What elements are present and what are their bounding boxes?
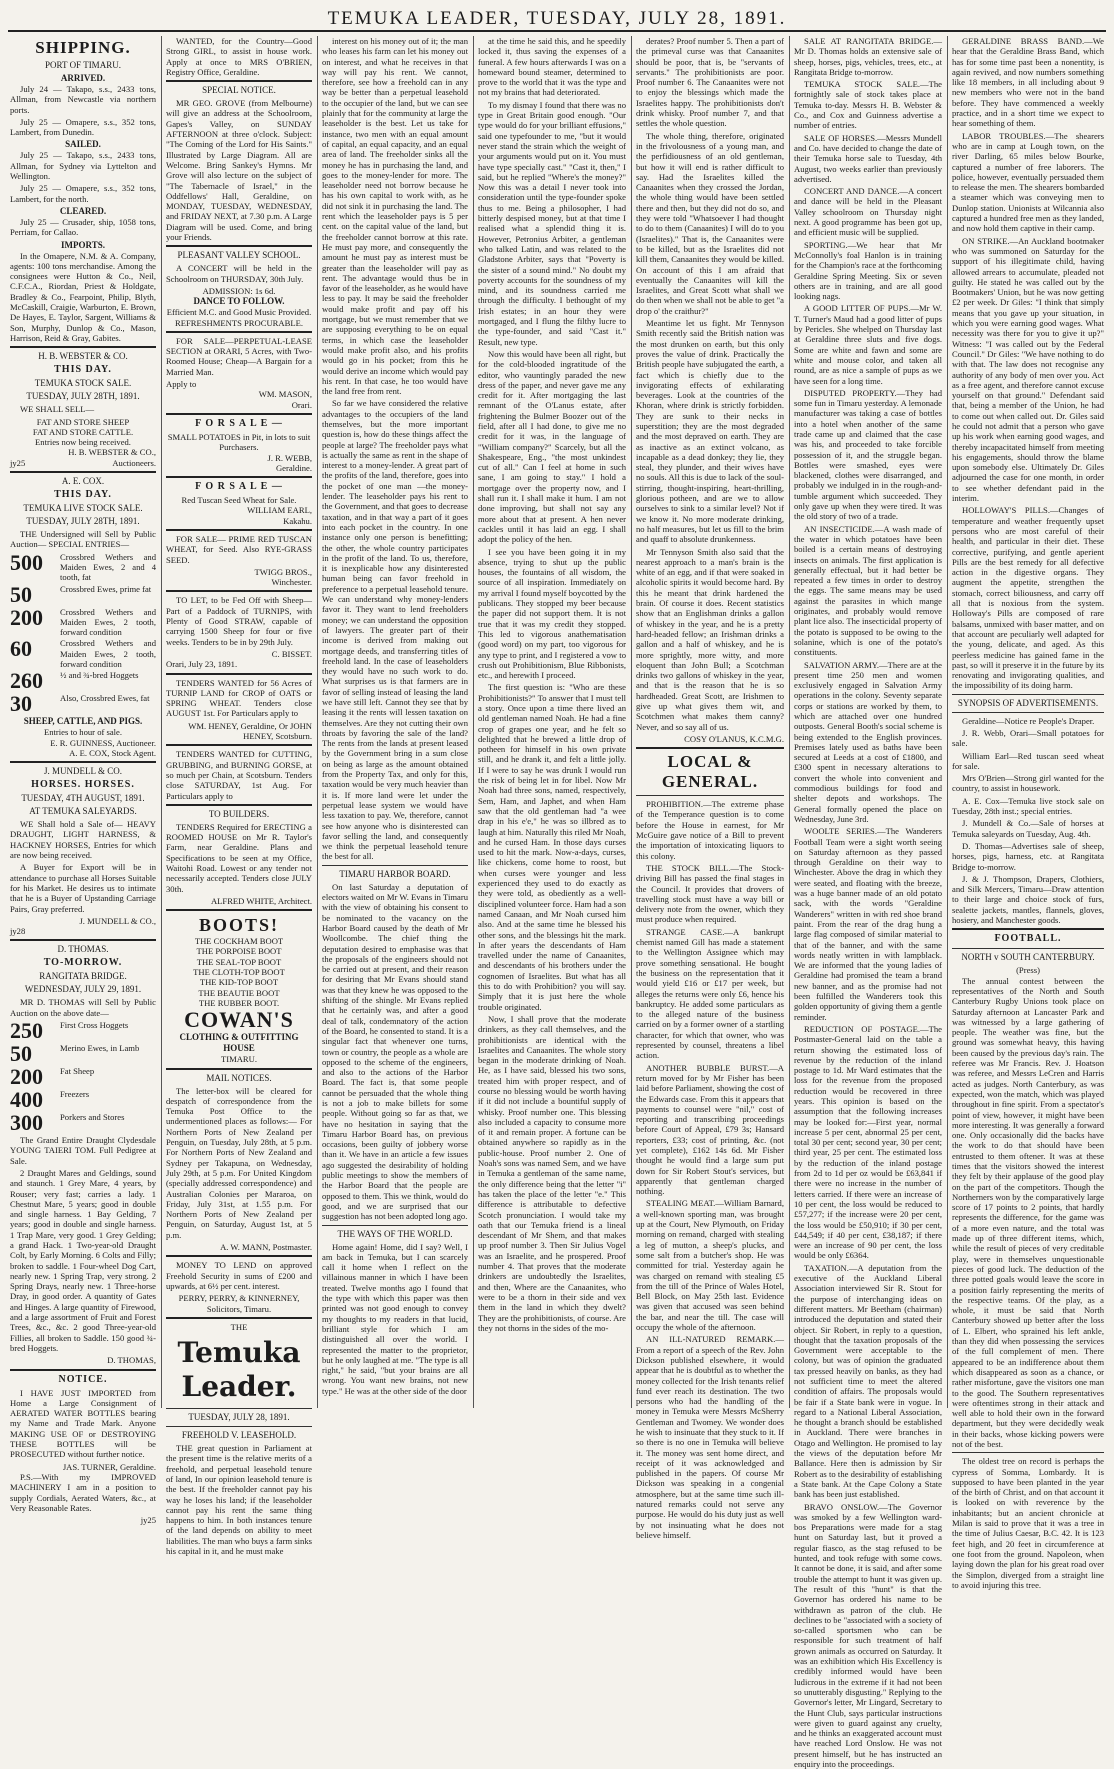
lot-item [10,693,156,715]
ad-signature: WILLIAM EARL, [247,505,312,516]
lot-number: 300 [10,1110,43,1136]
ad-date: Orari, July 23, 1891. [166,659,238,670]
news-item: DISPUTED PROPERTY.—They had some fun in Timaru yesterday. A lemonade manufacturer was taking a case of bottles into a hotel when another of the same trade came up and claimed that the case was his, and proceeded to take forcible possession of it, and the struggle began. Bottles were smashed, eyes were blackened, clothes were disarranged, and probably we indulged in in the rough-and-tumble argument which succeeded. They only gave up when they were tired. It was the old story of two of a trade. [794,387,942,522]
ad-heading: TO-MORROW. [43,957,123,969]
column-rule [789,36,790,1408]
ad-text: The Grand Entire Draught Clydesdale YOUNG TAIERI TOM. Full Pedigree at Sale. [10,1135,156,1166]
ad-code: jy25 [140,1515,156,1526]
masthead-rule [8,30,1106,32]
news-item: STEALING MEAT.—William Barnard, a well-known sporting man, was brought up at the Court, New Plymouth, on Friday morning on remand, charged with stealing a leg of mutton, a sheep's plucks, and some salt from a butcher's shop. He was committed for trial. Yesterday again he was charged on remand with stealing £5 from the till of the Prince of Wales Hotel, Bell Block, on May 25th last. Evidence was given that accused was seen behind the bar, and near the till. The case will occupy the whole of the afternoon. [636,1198,784,1333]
lot-item [10,1089,156,1111]
divider [166,744,312,746]
lot-number: 260 [10,668,43,694]
article-text: THE great question in Parliament at the present time is the relative merits of a freehold, and perpetual leasehold tenure of land, In our opinion leasehold tenure is the best. If the freeholder cannot pay his way he loses his land; if the leaseholder cannot pay his rent the same thing happens to him. In both instances tenure of the land depends on ability to meet liabilities. The man who buys a farm sinks his capital in it, and he must make [166,1443,312,1557]
news-item: REDUCTION OF POSTAGE.—The Postmaster-General laid on the table a return showing the estimated loss of revenue by the reduction of the inland postage to 1d. Mr Ward estimates that the loss for the revenue from the proposed reduction would be recovered in three years. This opinion is based on the assumption that the following increases may be looked for:—First year, normal increase 5 per cent, abnormal 25 per cent, total 30 per cent; second year, 30 per cent; third year, 25 per cent. The estimated loss by the reduction of the inland postage from 2d to 1d per oz would be £63,841 if there were no increase in the number of letters carried. If there were an increase of 10 per cent, the loss would be reduced to £57,277; if the increase were 20 per cent, the loss would be £50,910; if 30 per cent, £44,549; if 40 per cent, £38,187; if there were an increase of 90 per cent, the loss would be only £6364. [794,1023,942,1261]
article-text: Now this would have been all right, but for the cold-blooded ingratitude of the editor, who vauntingly paraded the new dress of the paper, and never gave me any credit for it. After mortgaging the last remnant of the O'Lanus estate, after frightening the Bulmer Boozer out of the field, after all I had done, to give me no credit for it was, in the language of "William company?" Scarcely, but all the Shakespeare, Eng., "the most unkindest cut of all." Can I feel at home in such sane, I am going to stay." I hold a mortgage over the property now, and I shall run it. I shall make it hum. I am not done improving, but shall not say any more about that at present. A hen never cackles until it has laid an egg. I shall adopt the policy of the hen. [478,348,626,545]
news-item: WOOLTE SERIES.—The Wanderers Football Team were a sight worth seeing on Saturday afternoon as they passed through Geraldine on their way to Winchester. Above the drag in which they were seated, and floating with the breeze, was a huge banner made of an old potato sack, with the words "Geraldine Wanderers" written in with red shoe brand paint. From the rear of the drag hung a large flag composed of similar material to that of the banner, and with the same words neatly written in with lampblack. We are informed that the young ladies of Geraldine had promised the team a brand new banner, and as the promise had not been fulfilled the Wanderers took this golden opportunity of giving them a gentle reminder. [794,826,942,1022]
news-item: SPORTING.—We hear that Mr McConnolly's foal Hanlon is in training for the Champion's race at the forthcoming Geraldine Spring Meeting. Six or seven others are in training, and are all good looking nags. [794,239,942,302]
divider [166,331,312,333]
ad-text: FOR SALE— PRIME RED TUSCAN WHEAT, for Seed. Also RYE-GRASS SEED. [166,533,312,565]
ad-place: Orari. [291,399,312,410]
synopsis-item: J. & J. Thompson, Drapers, Clothiers, and Silk Mercers, Timaru—Draw attention to their large and choice stock of furs, sealette jackets, mantles, flannels, gloves, hosiery, and Manchester goods. [952,873,1104,926]
ad-date: TUESDAY, 4TH AUGUST, 1891. [21,793,145,804]
ad-line: Red Tuscan Seed Wheat for Sale. [181,495,297,506]
divider [166,80,312,82]
ad-line: Entries to hour of sale. [43,727,123,738]
news-item: SALVATION ARMY.—There are at the present time 250 men and women exclusively engaged in Salvation Army operations in the colony. Seventy separate corps or stations are worked by them, to which are attached over one hundred outposts. General Booth's social scheme is being extended to the English provinces. Premises lately used as baths have been secured at Leeds at a cost of £1800, and £300 spent in necessary alterations to convert the whole into convenient and commodious buildings for food and shelter depots and workshops. The General formally opened the place on Wednesday, June 3rd. [794,659,942,824]
lot-item [10,604,156,638]
ad-line: ADMISSION: 1s 6d. [202,285,276,296]
lot-number: 250 [10,1018,43,1044]
article-text: at the time he said this, and he speedily locked it, thus saving the expenses of a funeral. A few hours afterwards I was on a homeward bound steamer, determined to prove to the world that it was the type and not my brains that had deteriorated. [478,36,626,98]
divider [10,471,156,473]
article-text: Meantime let us fight. Mr Tennyson Smith recently said the British nation was the most drunken on earth, but this only proves the value of drink. Practically the British people have subjugated the earth, a fact which is chiefly due to the invigorating effects of exhilarating beverages. Look at the countries of the Khoran, where drink is strictly forbidden. They are sunk to their necks in superstition; they are the most degraded and the most depraved on earth. They are as inactive as an extinct volcano, as incapable as a dead donkey; they lie, they steal, they plunder, and their wives have no souls. All this is due to lack of the soul-stirring, thought-inspiring, heart-thrilling, glorious potheen, and are we to allow ourselves to sink to a similar level? Not if we know it. No more moderate drinking, no half measures, but let us fill to the brim and quaff to absolute drunkenness. [636,318,784,545]
ad-text: TO LET, to be Fed Off with Sheep—Part of a Paddock of TURNIPS, with Plenty of Good STRAW, capable of carrying 1500 Sheep for four or five weeks. Tenders to be in by 29th July. [166,595,312,647]
ad-signature: J. R. WEBB, [267,452,312,463]
ad-code: jy25 [10,457,26,468]
cleared-label: CLEARED. [59,205,107,216]
news-item: SALE OF HORSES.—Messrs Mundell and Co. have decided to change the date of their Temuka horse sale to Tuesday, 4th August, two weeks earlier than previously advertised. [794,132,942,184]
synopsis-item: J. Mundell & Co.—Sale of horses at Temuka saleyards on Tuesday, Aug. 4th. [952,818,1104,839]
cowans-heading: COWAN'S [184,1007,294,1033]
boot-item: THE RUBBER BOOT. [198,997,280,1008]
synopsis-item: D. Thomas—Advertises sale of sheep, horses, pigs, harness, etc. at Rangitata Bridge to-morrow. [952,840,1104,872]
issue-date: TUESDAY, JULY 28, 1891. [188,1412,290,1423]
divider [952,928,1104,930]
column-6 [794,36,942,1769]
ad-heading: F O R S A L E — [195,417,283,429]
ad-date: TUESDAY, JULY 28TH, 1891. [26,516,140,527]
lot-description: Freezers [60,1089,90,1100]
ad-text: P.S.—With my IMPROVED MACHINERY I am in a position to supply Cordials, Aerated Waters, &c., at Very Reasonable Rates. [10,1471,156,1513]
boot-list [166,936,312,1008]
nameplate-prefix: THE [230,1321,248,1332]
divider [166,413,312,415]
divider [952,948,1104,949]
masthead-title: TEMUKA LEADER, TUESDAY, JULY 28, 1891. [327,8,787,29]
ad-text: MR D. THOMAS will Sell by Public Auction on the above date— [10,997,156,1018]
column-3 [322,36,468,1408]
divider [322,865,468,866]
news-item: HOLLOWAY'S PILLS.—Changes of temperature and weather frequently upset persons who are most careful of their health, and particular in their diet. These corrective, purifying, and gentle aperient Pills are the best remedy for all defective action in the digestive organs. They augment the appetite, strengthen the stomach, correct biliousness, and carry off all that is noxious from the system. Holloway's Pills are composed of rare balsams, unmixed with baser matter, and on that account are peculiarly well adapted for the young, delicate, and aged. As this peerless medicine has gained fame in the past, so will it preserve it in the future by its renovating and invigorating qualities, and the impossibility of its doing harm. [952,505,1104,691]
divider [952,712,1104,713]
ad-heading: TO BUILDERS. [208,808,270,819]
column-rule [473,36,474,1408]
ad-heading: HORSES. HORSES. [31,779,135,791]
ad-text: TENDERS Required for ERECTING a ROOMED HOUSE on Mr R. Taylor's Farm, near Geraldine. Plans and Specifications to be seen at my Office, Waitohi Road. Lowest or any tender not necessarily accepted. Tenders close JULY 30th. [166,821,312,894]
lot-item [10,1043,156,1065]
ad-place: Kakahu. [283,515,312,526]
lot-item [10,1112,156,1134]
ad-text: A Buyer for Export will be in attendance to purchase all Horses Suitable for his Market. He desires us to intimate that he is a Buyer of Upstanding Carriage Pairs, Gray preferred. [10,862,156,914]
ad-firm: J. MUNDELL & CO. [44,766,122,777]
lot-number: 50 [10,581,32,607]
shipping-entry: July 24 — Takapo, s.s., 2433 tons, Allman, from Newcastle via northern ports. [10,84,156,115]
ad-text: MR GEO. GROVE (from Melbourne) will give an address at the Schoolroom, Gapes's Valley, on SUNDAY AFTERNOON at three o'clock. Subject: "The Coming of the Lord for His Saints." Illustrated by Large Diagram. All are Welcome. Bring Sankey's Hymns. Mr Grove will also lecture on the subject of "The Tabernacle of Israel," in the Oddfellows' Hall, Geraldine, on MONDAY, TUESDAY, WEDNESDAY, and FRIDAY NEXT, at 7.30 p.m. A Large Diagram will be used. Come, and bring your Friends. [166,98,312,243]
ad-date: TUESDAY, JULY 28TH, 1891. [26,391,140,402]
ad-text: MONEY TO LEND on approved Freehold Security in sums of £200 and upwards, at 6½ per cent. interest. [166,1260,312,1291]
divider [166,1317,312,1319]
lot-number: 400 [10,1087,43,1113]
ad-firm: A. E. COX. [61,476,105,487]
boots-heading: BOOTS! [198,915,280,936]
synopsis-item: J. R. Webb, Orari—Small potatoes for sale. [952,728,1104,749]
football-heading: FOOTBALL. [994,933,1062,945]
article-text: The annual contest between the representatives of the North and South Canterbury Rugby Unions took place on Saturday afternoon at Lancaster Park and was witnessed by a large gathering of people. The weather was fine, but the ground was somewhat heavy, this having been caused by the previous day's rain. The referee was Mr Francis. Rev. J. Hoatson was referee, and Messrs LeCren and Harris acted as judges. North Canterbury, as was expected, won the match, which was played throughout in fine spirit. From a spectator's point of view, however, it might have been more interesting. It was generally a forward one. Only occasionally did the backs have the work to do that should have been entrusted to them oftener. It was at these times that the visitors showed the interest they felt by their applause of the good play on the part of the competitors. Though the Northerners won by the comparatively large score of 17 points to 2 points, that hardly represents the difference, for the game was of a more even nature, and the total was made up of three different items, which, while the result of pieces of very creditable play, were in themselves unquestionable pieces of good luck. The deduction of the three potted goals would leave the score in a position fairly representing the merits of the respective teams. Of the play, as a whole, it must be said that North Canterbury showed up better after the loss of L. Elbert, who sprained his left ankle, than they did when possessing the services of the full complement of men. There appeared to be an indifference about them which disappeared as soon as a chance, or rather misfortune, gave the visitors one man to the good. The Southern representatives were oftentimes strong in their attack and well able to hold their own in the forward department, but they were decidedly weak in their backs, whose kicking powers were not of the best. [952,975,1104,1449]
lot-item [10,638,156,669]
ad-firm: H. B. WEBSTER & CO. [38,351,128,362]
news-item: THE STOCK BILL.—The Stock-driving Bill has passed the final stages in the Council. It provides that drovers of travelling stock must have a way bill or delivery note from the owner, which they must produce when required. [636,862,784,925]
lot-list [10,1020,156,1134]
article-text: Home again! Home, did I say? Well, I am back in Temuka, but I can scarcely call it home when I reflect on the villainous manner in which I have been treated. Twelve months ago I found that the type with which this paper was then printed was not good enough to convey my thoughts to my readers in that lucid, brilliant style for which I am distinguished all over the world. I represented the matter to the proprietor, but he only laughed at me. "The type is all right," he said, "but your brains are all wrong. You want new brains, not new type." He was at the other side of the door [322,1241,468,1396]
boot-item: THE PORPOISE BOOT [196,946,282,957]
synopsis-heading: SYNOPSIS OF ADVERTISEMENTS. [957,697,1099,708]
lot-description: Crossbred Wethers and Maiden Ewes, 2 tooth, forward condition [60,638,156,669]
divider [166,1408,312,1409]
lot-item [10,581,156,607]
news-item: AN ILL-NATURED REMARK.—From a report of a speech of the Rev. John Dickson published elsewhere, it would appear that he is doubtful as to whether the money collected for the Irish tenants relief fund ever reach its destination. The two persons who had the handling of the money in Temuka were Messrs McSherry Gentleman and Twomey. We wonder does he wish to insinuate that they stuck to it. If so there is no one in Temuka will believe it. The money was sent home direct, and receipt of it was acknowledged and published in the papers. Of course Mr Dickson was speaking in a congenial atmosphere, but at the same time such ill-natured remarks could not serve any purpose. He would do his duty just as well by not insinuating what he does not believe himself. [636,1334,784,1540]
lot-description: Crossbred Wethers and Maiden Ewes, 2 and 4 tooth, fat [60,551,156,583]
ad-text: THE Undersigned will Sell by Public Auction— SPECIAL ENTRIES— [10,529,156,550]
ad-place: Winchester. [271,577,312,588]
lot-description: Crossbred Ewes, prime fat [60,583,152,594]
news-item: CONCERT AND DANCE.—A concert and dance will be held in the Pleasant Valley schoolroom on Thursday night next. A good programme has been got up, and efficient music will be supplied. [794,186,942,238]
ad-subheading: RANGITATA BRIDGE. [39,971,127,982]
shipping-entry: July 25 — Takapo, s.s., 2433 tons, Allman, for Sydney via Lyttelton and Wellington. [10,150,156,182]
divider [10,1369,156,1371]
lot-number: 60 [10,636,32,662]
ad-line: FAT AND STORE SHEEP [36,416,130,427]
mail-text: The letter-box will be cleared for despatch of correspondence from the Temuka Post Office to the undermentioned places as follows:— For Northern Ports of New Zealand per Penguin, on Tuesday, July 28th, at 5 p.m. For Northern Ports of New Zealand and Sydney per Takapuna, on Wednesday, July 29th, at 5 p.m. For United Kingdom (specially addressed correspondence) and Australian Colonies per Mararoa, on Friday, July 31st, at 1.55 p.m. For Northern Ports of New Zealand per Penguin, on Saturday, August 1st, at 5 p.m. [166,1085,312,1240]
article-heading: TIMARU HARBOR BOARD. [339,868,451,879]
ad-text: WANTED, for the Country—Good Strong GIRL, to assist in house work. Apply at once to MRS O'BRIEN, Registry Office, Geraldine. [166,36,312,77]
ad-signature: J. MUNDELL & CO., [79,915,156,926]
article-text: derates? Proof number 5. Then a part of the primeval curse was that Canaanites should be poor, that is, be "servants of servants." The prohibitionists are poor. Proof number 6. The Canaanites were not to enjoy the blessings which made the Israelites happy. The prohibitionists don't drink whisky. Proof number 7, and that settles the whole question. [636,36,784,129]
article-text: The oldest tree on record is perhaps the cypress of Somma, Lombardy. It is supposed to have been planted in the year of the birth of Christ, and on that account it is looked on with reverence by the inhabitants; but an ancient chronicle at Milan is said to prove that it was a tree in the time of Julius Caesar, B.C. 42. It is 123 feet high, and 20 feet in circumference at one foot from the ground. Napoleon, when laying down the plan for his great road over the Simplon, diverged from a straight line to avoid injuring this tree. [952,1456,1104,1590]
ad-line: CLOTHING & OUTFITTING HOUSE [179,1032,299,1054]
ad-heading: PLEASANT VALLEY SCHOOL. [177,250,301,261]
news-item: STRANGE CASE.—A bankrupt chemist named Gill has made a statement to the Wellington Assignee which may prove something sensational. He bought the business on the representation that it would yield £16 or £17 per week, but alleges the returns were only £6, hence his bankruptcy. He added some particulars as to the alleged nature of the business carried on by a former owner of a startling character, for which that owner, who was represented by counsel, threatens a libel action. [636,926,784,1061]
ad-signature: WM. HENEY, Geraldine, Or JOHN HENEY, Scotsburn. [188,720,312,742]
ad-signature: TWIGG BROS., [254,566,312,577]
ad-text: WE Shall hold a Sale of— HEAVY DRAUGHT, LIGHT HARNESS, & HACKNEY HORSES, Entries for which are now being received. [10,819,156,861]
ad-signature: A. E. COX, Stock Agent. [69,747,156,758]
divider [10,939,156,941]
article-text: To my dismay I found that there was no type in Great Britain good enough. "Our type would do for your brilliant effusions," said one typefounder to me, "but it would never stand the strain which the weight of your arguments would put on it. You must have type specially cast." "Cast it, then," I said, but he replied "Where's the money?" Now this was a detail I never took into consideration until the type-founder spoke thus to me. Being a philosopher, I had bitterly despised money, but at that time I realised what a splendid thing it is. However, Petronius Arbiter, a gentleman who talked Latin, and was related to the Gladstone Arbiter, says that "Poverty is the sister of a sound mind." No doubt my poverty accounts for the soundness of my mind, and its soundness carried me through the difficulty. I bethought of my Irish estates; in an hour they were mortgaged, and I flung the filthy lucre to the type-founder, and said "Cast it." Result, new type. [478,99,626,347]
port-heading: PORT OF TIMARU. [45,60,121,70]
ad-subheading: AT TEMUKA SALEYARDS. [29,806,137,817]
news-item: SALE AT RANGITATA BRIDGE.—Mr D. Thomas holds an extensive sale of sheep, horses, pigs, vehicles, trees, etc., at Rangitata Bridge to-morrow. [794,36,942,77]
ad-place: Geraldine. [275,462,312,473]
ad-subheading: TEMUKA STOCK SALE. [34,378,132,389]
divider [636,747,784,749]
article-heading: THE WAYS OF THE WORLD. [337,1228,453,1239]
ad-code: jy28 [10,926,26,937]
boot-item: THE SEAL-TOP BOOT [196,956,282,967]
news-item: TEMUKA STOCK SALE.—The fortnightly sale of stock takes place at Temuka to-day. Messrs H. B. Webster & Co., and Cox and Guinness advertise a number of entries. [794,79,942,131]
synopsis-item: William Earl—Red tuscan seed wheat for sale. [952,750,1104,771]
synopsis-list [952,716,1104,926]
ad-signature: E. R. GUINNESS, Auctioneer. [50,737,156,748]
ad-text: A CONCERT will be held in the Schoolroom on THURSDAY, 30th July. [166,263,312,284]
column-rule [631,36,632,1408]
article-heading: FREEHOLD V. LEASEHOLD. [181,1430,297,1441]
sailed-label: SAILED. [65,139,101,150]
synopsis-item: Mrs O'Brien—Strong girl wanted for the country, to assist in housework. [952,773,1104,794]
lot-description: ½ and ¾-bred Hoggets [60,670,139,681]
boot-item: THE COCKHAM BOOT [194,936,284,947]
column-5 [636,36,784,1540]
ad-line: DANCE TO FOLLOW. [193,296,285,307]
ad-heading: F O R S A L E — [195,481,283,493]
column-rule [947,36,948,1408]
ad-heading: THIS DAY. [54,364,112,376]
ad-signature: C. BISSET. [271,648,312,659]
divider [166,245,312,247]
news-item: GERALDINE BRASS BAND.—We hear that the Geraldine Brass Band, which has for some time past been a nonentity, is again revived, and now numbers something like 18 members, in all including about 9 new members who were not in the band before. They have commenced a weekly practice, and in a short time we expect to hear something of them. [952,36,1104,129]
ad-line: SMALL POTATOES in Pit, in lots to suit Purchasers. [167,431,311,453]
boot-item: THE KID-TOP BOOT [199,977,279,988]
article-text: The first question is: "Who are these Prohibitionists?" To answer that I must tell a story. Once upon a time there lived an old gentleman named Noah. He had a fine crop of grapes one year, and he felt so delighted that he brewed a little drop of potheen for himself in his own private still, and he drank it, and felt a little jolly. If I were to say he was drunk I would run the risk of being let in for libel. Now Mr Noah had three sons, named, respectively, Sem, Ham, and Japhet, and when Ham saw that the old gentleman had "a wee drap in his e'e," he was so illbred as to laugh at him. Naturally this riled Mr Noah, and he cursed Ham. In those days curses used to hit the mark. Now-a-days, curses, like chickens, come home to roost, but when curses were younger and less experienced they used to do exactly as they were told, as obediently as a well-disciplined volunteer force. Ham had a son named Canaan, and Mr Noah cursed him also. And at the same time he blessed his other sons, and the blessings hit the mark. In after years the descendants of Ham travelled under the name of Canaanites, and descendants of his brothers under the cognomen of Israelites. But what has all this to do with Prohibition? you will say. Simply that it is just here the whole trouble originated. [478,682,626,1012]
ad-text: TENDERS WANTED for 56 Acres of TURNIP LAND for CROP of OATS or SPRING WHEAT. Tenders close AUGUST 1st. For Particulars apply to [166,677,312,719]
news-item: BRAVO ONSLOW.—The Governor was smoked by a few Wellington ward-bos Preparations were made for a stag hunt on Saturday last, but it proved a regular fiasco, as the stag refused to be hunted, and took refuge with some cows. It cannot be done, it is said, and after some trouble the attempt to hunt it was given up. The result of this "hunt" is that the Governor has ordered his name to be withdrawn as patron of the club. He declines to be "associated with a society of so-called sportsmen who can be responsible for such treatment of half grown animals as occurred on Saturday. It was an exhibition which His Excellency is credibly informed would have been ludicrous in the extreme if it had not been so unutterably disgusting." Replying to the Governor's letter, Mr Lingard, Secretary to the Hunt Club, says particular instructions were given to guard against any cruelty, and he thinks an exaggerated account must have reached Lord Onslow. He was not present himself, but he has instructed an enquiry into the proceedings. [794,1501,942,1769]
divider [166,476,312,478]
lot-list [10,549,156,717]
divider [166,1255,312,1257]
ad-role: Auctioneers. [112,457,156,468]
ad-signature: ALFRED WHITE, Architect. [210,895,312,906]
imports-text: In the Omapere, N.M. & A. Company, agents: 100 tons merchandise. Among the consignees were Hutton & Co., Neil, C.F.C.A., Riordan, Priest & Holdgate, Bradley & Co., Fearpoint, Philip, Blyth, McCaskill, Craigie, Warburton, E. Brown, De Hayes, E. Taylor, Sargent, Williams & Son, Murphy, Dunlop & Co., Mason, Harrison, Reid & Gray, Gabites. [10,250,156,343]
article-text: interest on his money out of it; the man who leases his farm can let his money out on interest, and what he receives in that way will pay his rent. We cannot, therefore, see how a freehold can in any way be better than a perpetual leasehold to the occupier of the land, but we can see plainly that for the community at large the leaseholder is the best. Let us take for instance, two men with an equal amount of capital, an equal capacity, and an equal area of land. The freeholder sinks all the money he has in purchasing the land, and goes to the money-lender for more. The leaseholder need not borrow because he has his own capital to work with, as he did not sink it in purchasing the land. The rent which the leaseholder pays is 5 per cent. on the capital value of the land, but the freeholder cannot borrow at this rate. He must pay more, and consequently the amount he must pay as interest must be greater than the leaseholder will pay as rent. The advantage would thus be in favor of the leaseholder, as he would have less to pay. It may be said the freeholder would make profit and pay off his mortgage, but we must remember that we are supposing everything to be on equal terms, in which case the leaseholder would make profit also, and his profits would go in his pocket; from this he would derive an income which would pay his rent. In that case, he too would have the land free from rent. [322,36,468,397]
imports-label: IMPORTS. [61,239,105,250]
ad-line: Apply to [166,379,197,390]
ad-signature: PERRY, PERRY, & KINNERNEY, Solicitors, Timaru. [178,1293,300,1314]
lot-number: 500 [10,549,43,575]
column-rule [317,36,318,1408]
mail-heading: MAIL NOTICES. [206,1072,272,1083]
ad-line: Efficient M.C. and Good Music Provided. REFRESHMENTS PROCURABLE. [166,307,312,328]
ad-signature: D. THOMAS, [107,1355,156,1366]
news-item: TAXATION.—A deputation from the executive of the Auckland Liberal Association interviewed Sir R. Stout for the purpose of interchanging ideas on different matters. Mr Beetham (chairman) introduced the deputation and stated their object. Sir Robert, in reply to a question, thought that the taxation proposals of the Government were acceptable to the colony, but was of opinion the graduated tax pressed heavily on banks, as they had not sufficient time to meet the altered condition of affairs. The proposals would be fair if a State bank were in vogue. In regard to a National Liberal Association, he thought a branch should be established in Auckland. There were branches in Otago and Wellington. He promised to lay the views of the deputation before Mr Ballance. Here then is admission by Sir Robert as to the desirability of establishing a State bank. At the Cape Colony a State bank has been just established. [794,1262,942,1500]
arrived-label: ARRIVED. [60,73,106,83]
article-signature: COSY O'LANUS, K.C.M.G. [684,733,784,744]
match-source: (Press) [1016,965,1040,976]
lot-description: Fat Sheep [60,1066,95,1077]
lot-item [10,670,156,692]
divider [10,761,156,763]
column-7 [952,36,1104,1590]
ad-subheading: TEMUKA LIVE STOCK SALE. [23,503,143,514]
article-text: I see you have been going it in my absence, trying to shut up the public houses, the fountains of all wisdom, the source of all inspiration. Immediately on my arrival I found myself boycotted by the publicans. They stopped my beer because the paper did not support them. It is not true that it was my credit they stopped. This led to vigorous anathematisation (good word) on my part, too vigorous for any type to print, and I registered a vow to crush out Prohibitionism, Blue Ribbonists, etc., and herewith I proceed. [478,546,626,681]
divider [166,673,312,675]
news-item: AN INSECTICIDE.—A wash made of the water in which potatoes have been boiled is a certain means of destroying insects on animals. The first application is generally effectual, but it had better be repeated a few times in order to destroy the eggs. The same means may be used against the parasites in which mange originates, and probably would remove plant lice also. The insecticidal property of the potato is supposed to be owing to the solanine, which is one of the potato's constituents. [794,523,942,658]
news-item: ON STRIKE.—An Auckland bootmaker who was summoned on Saturday for the support of his illegitimate child, having allowed arrears to accumulate, pleaded not guilty. He stated he was called out by the Bootmakers' Union, but he was now getting £2 per week. Dr Giles: "I think that simply means that you gave up your situation, in which you were earning good wages. What necessity was there for you to give it up?" Witness: "I was called out by the Federal Council." Dr Giles: "We have nothing to do with that. The law does not recognise any authority of any body of men over you. Act as a free agent, and therefore cannot excuse yourself on that ground." Defendant said that, being a member of the Union, he had to come out when called out. Dr. Giles said he could not admit that a person who gave up his work when earning good wages, and thereby incapacitated himself from meeting his engagements, should throw the blame upon somebody else. Ultimately Dr. Giles adjourned the case for one month, in order to see whether defendant paid in the interim. [952,235,1104,504]
ad-date: WEDNESDAY, JULY 29, 1891. [24,984,142,995]
article-text: Now, I shall prove that the moderate drinkers, as they call themselves, and the prohibitionists are identical with the Israelites and Canaanites. The whole story began in the moderate drinking of Noah. He, as I have said, blessed his two sons, treated him with proper respect, and of course no blessing would be worth having if it did not include a bountiful supply of whisky. Proof number one. This blessing also included a capacity to consume more of it and remain proper. A fortune can be obtained anywhere so rapidly as in the public-house. Proof number 2. One of Noah's sons was named Sem, and we have in Temuka a gentleman of the same name, the only difference being that the letter "i" has taken the place of the letter "e." This difference is attributable to defective Scotch pronunciation. I would take my oath that our Temuka friend is a lineal descendant of Mr Shem, and that makes up proof number 3. Then Sir Julius Vogel was an Israelite, and he prospered. Proof number 4. That proves that the moderate drinkers are undoubtedly the Israelites, and then, Where are the Canaanites, who were to be a thorn in their side and vex them in the land in which they dwelt? They are the prohibitionists, of course. Are they not thorns in the sides of the mo- [478,1013,626,1333]
ad-text: FOR SALE—PERPETUAL-LEASE SECTION at ORARI, 5 Acres, with Two-Roomed House; Cheap—A Bargain for a Married Man. [166,335,312,377]
local-general-heading: LOCAL & GENERAL. [661,752,759,792]
divider [166,909,312,911]
divider [636,795,784,796]
ad-text: WE SHALL SELL— [20,404,95,415]
column-1 [10,36,156,1526]
boot-item: THE CLOTH-TOP BOOT [193,967,285,978]
column-rule [161,36,162,1408]
boot-item: THE BEAUTIE BOOT [198,987,280,998]
article-text: On last Saturday a deputation of electors waited on Mr W. Evans in Timaru with the view of obtaining his consent to be nominated to the vacancy on the Harbor Board caused by the death of Mr Woollcombe. The chief thing the deputation desired to emphasise was that the proposals of the engineers should not be carried out at present, and their reason for desiring that Mr Evans should stand was that they knew he was opposed to the shifting of the shingle. Mr Evans replied that he certainly was, and after a good deal of talk, condemnatory of the action of the Board, he consented to stand. It is a singular fact that whenever one turns, town or country, the people as a whole are opposed to the scheme of the engineers, and also to the actions of the Harbor Board. The fact is, that some people cannot be persuaded that the whole thing is not a job to make billets for some people. Without going so far as that, we have no hesitation in saying that the Timaru Harbor Board has, on previous occasions, been guilty of jobbery worse than it. We have in an article a few issues ago suggested the desirability of holding public meetings to show the members of the Harbor Board that the people are opposed to them. This we think, would do good, and we are surprised that our suggestion has not been adopted long ago. [322,881,468,1222]
synopsis-item: Geraldine—Notice re People's Draper. [962,715,1095,726]
ad-line: SHEEP, CATTLE, AND PIGS. [23,716,143,727]
divider [952,694,1104,695]
news-item: ANOTHER BUBBLE BURST.—A return moved for by Mr Fisher has been laid before Parliament, showing the cost of the Edwards case. From this it appears that payments to counsel were "nil," cost of reporting and transcribing proceedings before Court of Appeal, £79 3s; Hansard reporters, £33; cost of printing, &c. (not yet complete), £162 14s 6d. Mr Fisher thought he would find a large sum put down for Sir Robert Stout's services, but apparently that gentleman charged nothing. [636,1062,784,1197]
divider [322,1225,468,1226]
shipping-heading: SHIPPING. [35,38,131,57]
ad-text: I HAVE JUST IMPORTED from Home a Large Consignment of AERATED WATER BOTTLES bearing my Name and Trade Mark. Anyone MAKING USE OF or DESTROYING THESE BOTTLES will be PROSECUTED without further notice. [10,1387,156,1460]
shipping-entry: July 25 — Omapere, s.s., 352 tons, Lambert, for the north. [10,183,156,204]
article-text: So far we have considered the relative advantages to the occupiers of the land themselves, but the more important question is, how do these things affect the people at large? The freeholder pays what is actually the same as rent in the shape of interest to a money-lender. A great part of the profits of the land, therefore, goes into the pocket of one man —the money-lender. The leaseholder pays his rent to the Government, and that goes to decrease taxation, and in that way a part of it goes into each pocket in the country. In one instance only one person is benefitting; the other, the whole country participates in the profit of the land. To us, therefore, it is inexplicable how any disinterested human being can favor freehold in preference to a perpetual leasehold tenure. We can understand why money-lenders favor it. They want to lend freeholders money; we can understand the opposition of lawyers. The greater part of their income is derived from making out mortgage deeds, and transferring titles of freehold land. In the case of leaseholders they would have no such work to do. What surprises us is that farmers are in favor of selling instead of leasing the land we have still left. Cannot they see that by leasing it the rents will lessen taxation on themselves. Are they not cutting their own throats by favoring the sale of the land? The rents from the lands at present leased by the Government bring in a sum close on being as large as the amount obtained from the Property Tax, and only for this, taxation would be very much heavier than it is. If more land were let under the perpetual lease system we would have less taxation to pay. We, therefore, cannot see how anyone who is disinterested can favor selling the land, and consequently we think the perpetual leasehold tenure the best for all. [322,398,468,862]
lot-description: Also, Crossbred Ewes, fat [60,693,150,704]
synopsis-item: A. E. Cox—Temuka live stock sale on Tuesday, 28th inst.; special entries. [952,795,1104,817]
news-item: LABOR TROUBLES.—The shearers who are in camp at Lough town, on the river Darling, 65 miles below Bourke, captured a number of free laborers. The police, however, eventually persuaded them to release the men. The shearers bombarded a steamer which was conveying men to Dunlop station. Unionists at Wilcannia also captured a hundred free men as they landed, and now hold them captive in their camp. [952,130,1104,234]
lot-item [10,549,156,583]
ad-heading: THIS DAY. [54,489,112,501]
lot-number: 200 [10,1064,43,1090]
shipping-entry: July 25 — Omapere, s.s., 352 tons, Lambert, from Dunedin. [10,116,156,138]
article-text: Mr Tennyson Smith also said that the nearest approach to a man's brain is the white of an egg, and if that were soaked in alcoholic spirits it would become hard. By this he meant that drink hardened the brain. Of course it does. Recent statistics show that an Englishman drinks a gallon of whiskey in the year, and he is a pretty hard-headed fellow; an Irishman drinks a gallon and a half of whiskey, and he is more sprightly, more witty, and more eloquent than John Bull; a Scotchman drinks two gallons of whiskey in the year, and that is the reason that he is so hardheaded. Great Scott, are Irishmen to give up what gives them wit, and Scotchmen what makes them canny? Never, and so say all of us. [636,546,784,732]
column-4 [478,36,626,1408]
lot-description: First Cross Hoggets [60,1020,129,1031]
divider [166,529,312,531]
divider [166,590,312,592]
news-item: A GOOD LITTER OF PUPS.—Mr W. T. Turner's Maud had a good litter of pups by Pericles. She whelped on Thursday last at Geraldine three sluts and five dogs. Some are white and fawn and some are white and mouse color, and taken all round, are as nice a sample of pups as we have seen for a long time. [794,303,942,386]
article-text: The whole thing, therefore, originated in the frivolousness of a young man, and the perfidiousness of an old gentleman, but how it will end is rather difficult to say. Had the Israelites killed the Canaanites when they crossed the Jordan, the whole thing would have been settled there and then, but they did not do so, and they were told "Whatsoever I had thought to do to them (Canaanites) I will do to you (Israelites)." That is, the Canaanites were to be killed, but as the Israelites did not kill them, Canaanites they would be killed. On account of this I am afraid that eventually the Canaanites will kill the Israelites, and Great Scott what shall we do then when we shall not be able to get "a drop o' the craithur?" [636,130,784,316]
lot-item [10,1066,156,1088]
nameplate: Temuka Leader. [177,1336,301,1404]
divider [166,1426,312,1427]
lot-number: 50 [10,1041,32,1067]
match-heading: NORTH v SOUTH CANTERBURY. [961,952,1095,963]
divider [166,804,312,806]
ad-firm: D. THOMAS. [57,944,109,955]
ad-heading: SPECIAL NOTICE. [202,85,276,96]
ad-text: TENDERS WANTED for CUTTING, GRUBBING, and BURNING GORSE, at so much per Chain, at Scotsburn. Tenders close SATURDAY, 1st Aug. For Particulars apply to [166,749,312,801]
divider [166,1068,312,1070]
lot-number: 200 [10,604,43,630]
ad-signature: WM. MASON, [258,389,312,400]
ad-line: Entries now being received. [35,437,131,448]
ad-line: FAT AND STORE CATTLE. [32,426,134,437]
divider [952,1452,1104,1453]
lot-description: Crossbred Wethers and Maiden Ewes, 2 tooth, forward condition [60,606,156,638]
column-2 [166,36,312,1557]
news-item: PROHIBITION.—The extreme phase of the Temperance question is to come before the House in earnest, for Mr McGuire gave notice of a Bill to prevent the importation of intoxicating liquors to this colony. [636,799,784,861]
lot-number: 30 [10,691,32,717]
ad-signature: H. B. WEBSTER & CO., [68,447,156,458]
ad-place: TIMARU. [220,1054,258,1065]
shipping-entry: July 25 — Crusader, ship, 1058 tons, Perriam, for Callao. [10,216,156,238]
lot-description: Porkers and Stores [60,1112,125,1123]
ad-text: 2 Draught Mares and Geldings, sound and staunch. 1 Grey Mare, 4 years, by Rouser; very fast; carries a lady. 1 Chestnut Mare, 5 years; good in double and single harness. 1 Bay Gelding, 7 years; good in double and single harness. 1 Trap Mare, very good. 1 Grey Gelding; a grand Hack. 1 Two-year-old Draught Colt, by Early Morning. 6 Colts and Filly; broken to saddle. 1 Four-wheel Dog Cart, nearly new. 1 Spring Trap, very strong. 2 Spring Drays, nearly new. 1 Three-horse Dray, in good order. A quantity of Gates and Hinges. A large quantity of Firewood, and a large assortment of Fruit and Forest Trees, &c., &c. 2 good Three-year-old Fillies, all broken to Saddle. 150 good ¾-bred Hoggets. [10,1167,156,1353]
divider [10,346,156,348]
ad-heading: NOTICE. [58,1373,108,1385]
ad-signature: JAS. TURNER, Geraldine. [62,1461,156,1472]
lot-description: Merino Ewes, in Lamb [60,1043,140,1054]
lot-item [10,1020,156,1042]
ad-signature: A. W. MANN, Postmaster. [220,1242,312,1253]
